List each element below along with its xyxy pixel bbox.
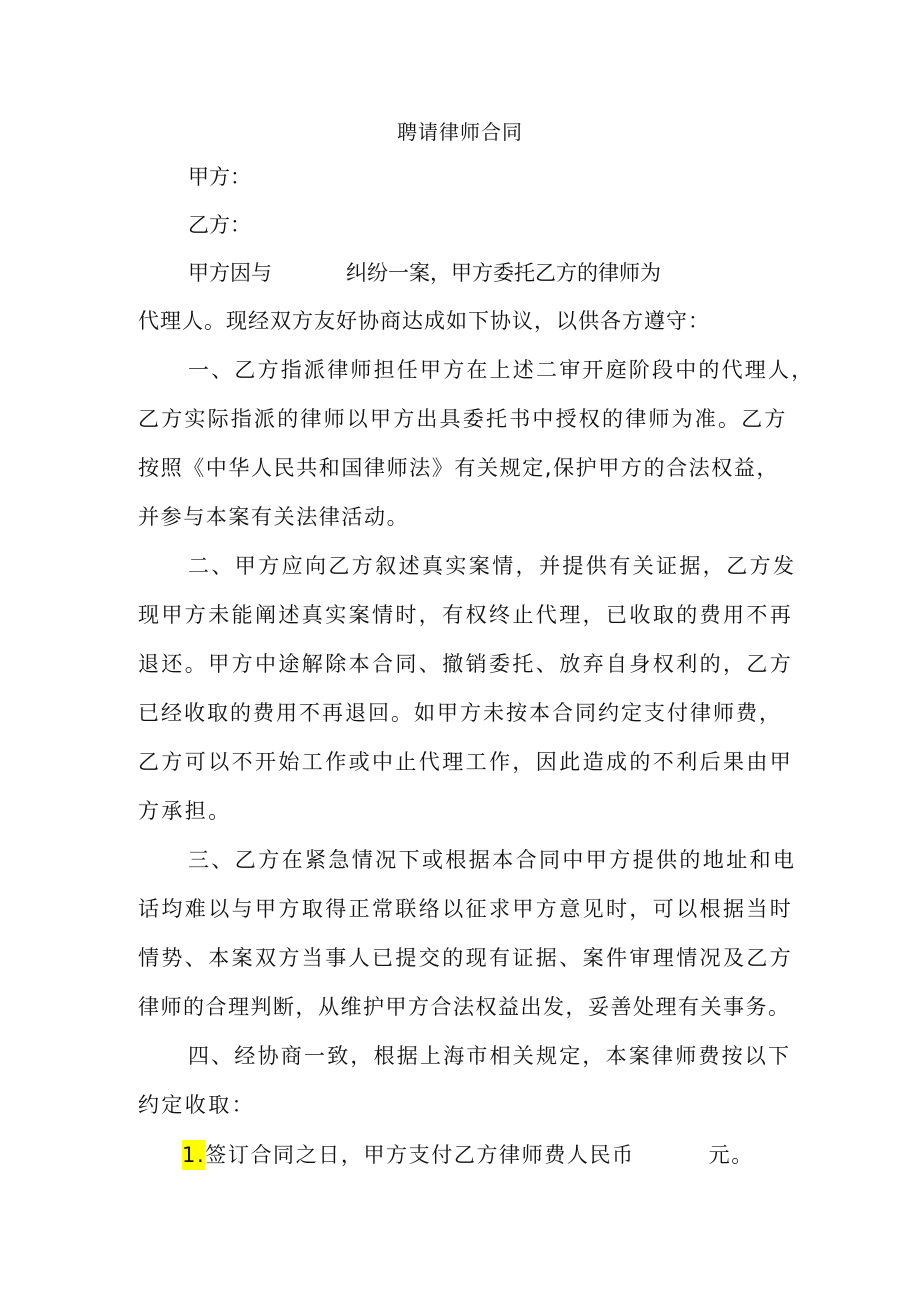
clause-2-line-1: 二、甲方应向乙方叙述真实案情，并提供有关证据，乙方发 [188, 554, 797, 578]
clause-2-line-3: 退还。甲方中途解除本合同、撤销委托、放弃自身权利的，乙方 [138, 652, 794, 676]
intro-line-1 [188, 258, 661, 288]
clause-3-line-2: 话均难以与甲方取得正常联络以征求甲方意见时，可以根据当时 [138, 897, 794, 921]
intro-part-2: 纠纷一案，甲方委托乙方的律师为 [346, 261, 661, 285]
intro-line-2: 代理人。现经双方友好协商达成如下协议，以供各方遵守： [138, 309, 710, 333]
clause-4-line-2: 约定收取： [138, 1093, 255, 1117]
clause-1-line-4: 并参与本案有关法律活动。 [138, 505, 410, 529]
clause-2-line-5: 乙方可以不开始工作或中止代理工作，因此造成的不利后果由甲 [138, 750, 794, 774]
clause-3-line-3: 情势、本案双方当事人已提交的现有证据、案件审理情况及乙方 [138, 946, 794, 970]
intro-part-1: 甲方因与 [188, 261, 272, 285]
item-1-unit: 元。 [708, 1143, 754, 1167]
clause-1-line-1: 一、乙方指派律师担任甲方在上述二审开庭阶段中的代理人， [188, 358, 815, 382]
clause-2-line-2: 现甲方未能阐述真实案情时，有权终止代理，已收取的费用不再 [138, 603, 794, 627]
clause-2-line-4: 已经收取的费用不再退回。如甲方未按本合同约定支付律师费， [138, 701, 782, 725]
clause-3-line-4: 律师的合理判断，从维护甲方合法权益出发，妥善处理有关事务。 [138, 995, 791, 1019]
item-number-highlight: 1. [182, 1140, 205, 1170]
clause-2-line-6: 方承担。 [138, 799, 232, 823]
clause-1-line-2: 乙方实际指派的律师以甲方出具委托书中授权的律师为准。乙方 [138, 407, 788, 431]
clause-4-line-1: 四、经协商一致，根据上海市相关规定，本案律师费按以下 [188, 1044, 792, 1068]
party-b-label: 乙方： [188, 213, 251, 237]
fee-item-1 [182, 1140, 754, 1170]
clause-3-line-1: 三、乙方在紧急情况下或根据本合同中甲方提供的地址和电 [188, 848, 797, 872]
item-1-text: 签订合同之日，甲方支付乙方律师费人民币 [205, 1143, 635, 1167]
document-title: 聘请律师合同 [397, 120, 523, 144]
party-a-label: 甲方： [188, 165, 251, 189]
clause-1-line-3: 按照《中华人民共和国律师法》有关规定,保护甲方的合法权益， [138, 456, 780, 480]
